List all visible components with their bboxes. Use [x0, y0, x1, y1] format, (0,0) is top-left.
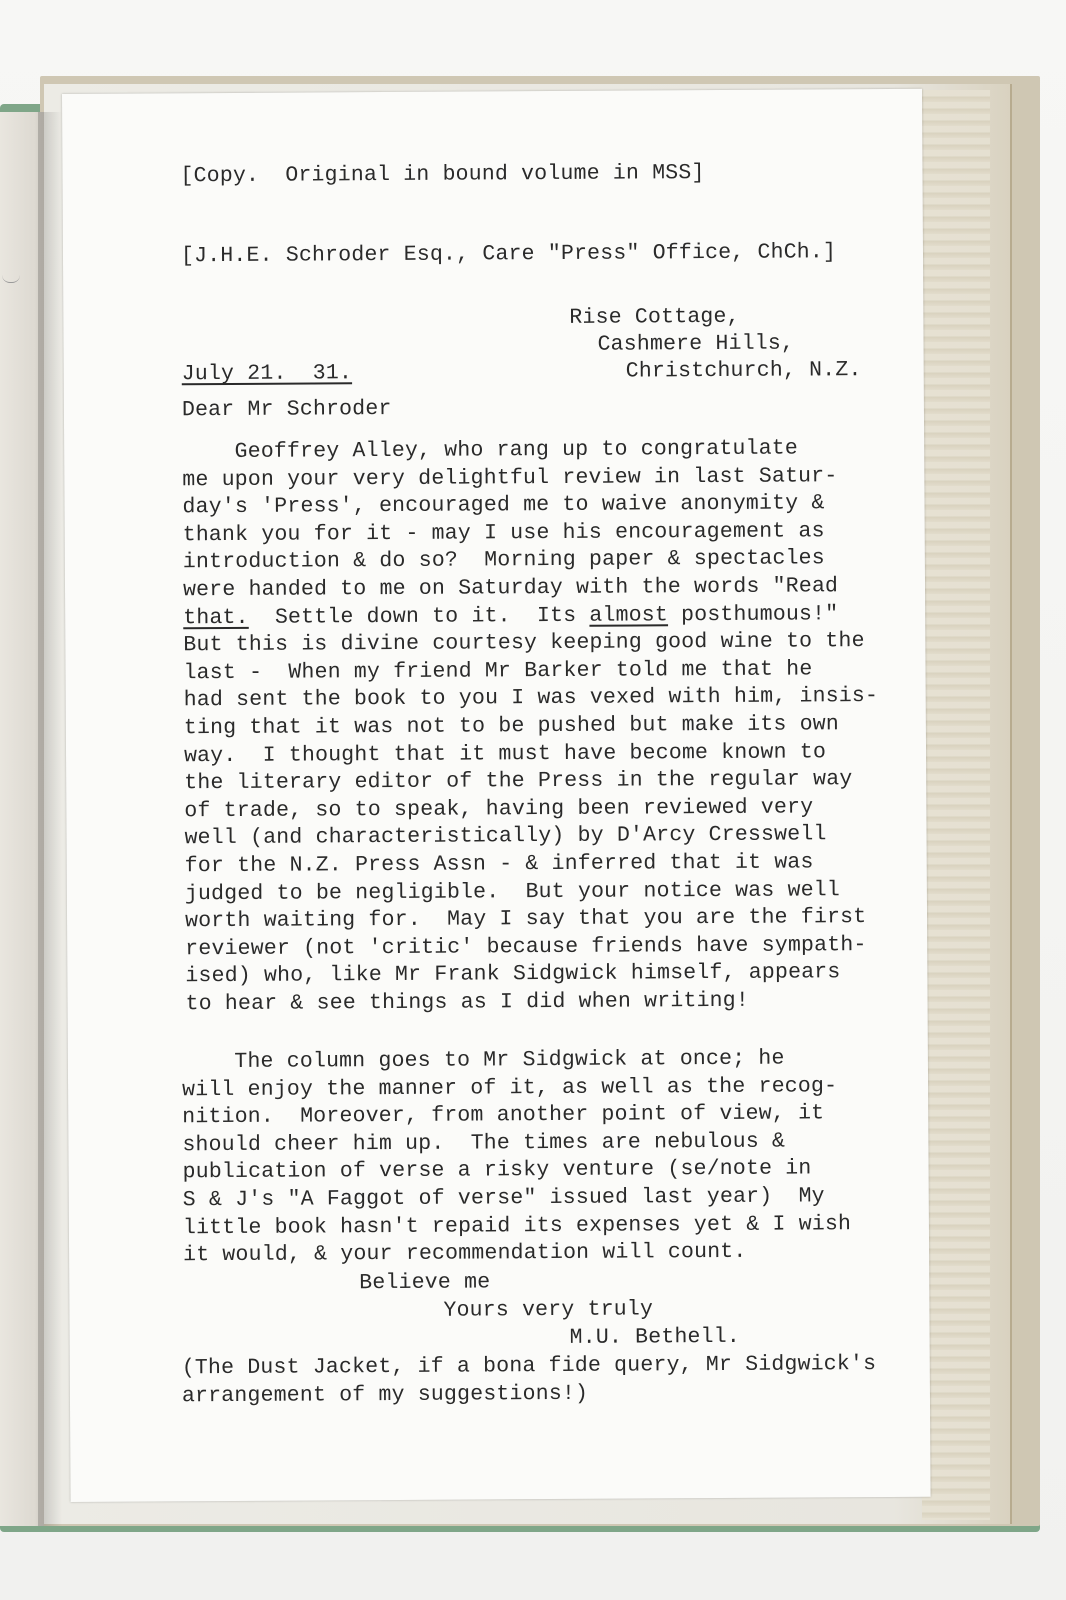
- paragraph-1-line: were handed to me on Saturday with the words "Read: [182, 574, 839, 603]
- paragraph-1-line: of trade, so to speak, having been reviewed very: [184, 795, 814, 824]
- paragraph-2-line: should cheer him up. The times are nebulous &: [182, 1129, 786, 1158]
- paragraph-1-line: last - When my friend Mr Barker told me that he: [183, 657, 813, 686]
- paragraph-1-line: Geoffrey Alley, who rang up to congratulate: [182, 436, 799, 465]
- spine-shadow: [38, 112, 62, 1526]
- letter-date: July 21. 31.: [181, 361, 353, 387]
- salutation: Dear Mr Schroder: [181, 396, 392, 423]
- paragraph-1-line: But this is divine courtesy keeping good wine to the: [183, 629, 865, 658]
- paragraph-2-line: it would, & your recommendation will count.: [183, 1240, 747, 1268]
- paragraph-1-line: day's 'Press', encouraged me to waive anonymity &: [182, 491, 825, 520]
- paragraph-2-line: nition. Moreover, from another point of view, it: [182, 1101, 825, 1130]
- return-address-line-3: Christchurch, N.Z.: [625, 358, 862, 384]
- paragraph-2-line: The column goes to Mr Sidgwick at once; he: [181, 1046, 785, 1075]
- paragraph-1-line: me upon your very delightful review in last Satur-: [182, 463, 838, 492]
- paragraph-1-line: the literary editor of the Press in the regular way: [184, 767, 853, 796]
- signature: M.U. Bethell.: [569, 1324, 741, 1350]
- paragraph-2-line: publication of verse a risky venture (se/note in: [182, 1156, 812, 1185]
- paragraph-1-line: ting that it was not to be pushed but make its own: [183, 712, 840, 741]
- copy-note: [Copy. Original in bound volume in MSS]: [180, 161, 705, 189]
- paragraph-2-line: little book hasn't repaid its expenses yet & I wish: [182, 1211, 852, 1240]
- addressee-line: [J.H.E. Schroder Esq., Care "Press" Office, ChCh.]: [180, 240, 837, 269]
- paragraph-1-line: judged to be negligible. But your notice was well: [184, 877, 841, 906]
- postscript-line-1: (The Dust Jacket, if a bona fide query, Mr Sidgwick's: [181, 1352, 877, 1381]
- pencil-mark: [2, 268, 20, 283]
- paragraph-1-line: way. I thought that it must have become known to: [183, 739, 827, 768]
- closing-believe-me: Believe me: [359, 1270, 491, 1296]
- paragraph-1-line: introduction & do so? Morning paper & spectacles: [182, 546, 825, 575]
- letter-sheet: [62, 89, 931, 1502]
- closing-yours: Yours very truly: [443, 1297, 654, 1323]
- postscript-line-2: arrangement of my suggestions!): [181, 1381, 589, 1409]
- paragraph-2-line: S & J's "A Faggot of verse" issued last year) My: [182, 1184, 825, 1213]
- paragraph-1-line: worth waiting for. May I say that you are the first: [184, 905, 867, 934]
- paragraph-2-line: will enjoy the manner of it, as well as the recog-: [182, 1073, 838, 1102]
- paragraph-1-line: to hear & see things as I did when writing!: [185, 988, 750, 1017]
- return-address-line-1: Rise Cottage,: [569, 304, 740, 330]
- paragraph-1-line: for the N.Z. Press Assn - & inferred that it was: [184, 850, 814, 879]
- paragraph-1-line: ised) who, like Mr Frank Sidgwick himself, appears: [185, 960, 841, 989]
- underlined-word: that.: [183, 605, 249, 630]
- paragraph-1-line: [183, 601, 838, 633]
- paragraph-1-line: well (and characteristically) by D'Arcy Cresswell: [184, 822, 827, 851]
- return-address-line-2: Cashmere Hills,: [597, 331, 795, 357]
- underlined-word: almost: [589, 602, 669, 628]
- line-text: Settle down to it. Its: [248, 603, 590, 630]
- paragraph-1-line: thank you for it - may I use his encouragement as: [182, 519, 825, 548]
- line-text: posthumous!": [667, 601, 839, 627]
- paragraph-1-line: had sent the book to you I was vexed with him, insis-: [183, 684, 879, 713]
- paragraph-1-line: reviewer (not 'critic' because friends have sympath-: [185, 932, 867, 962]
- torn-page-edges: [922, 90, 990, 1520]
